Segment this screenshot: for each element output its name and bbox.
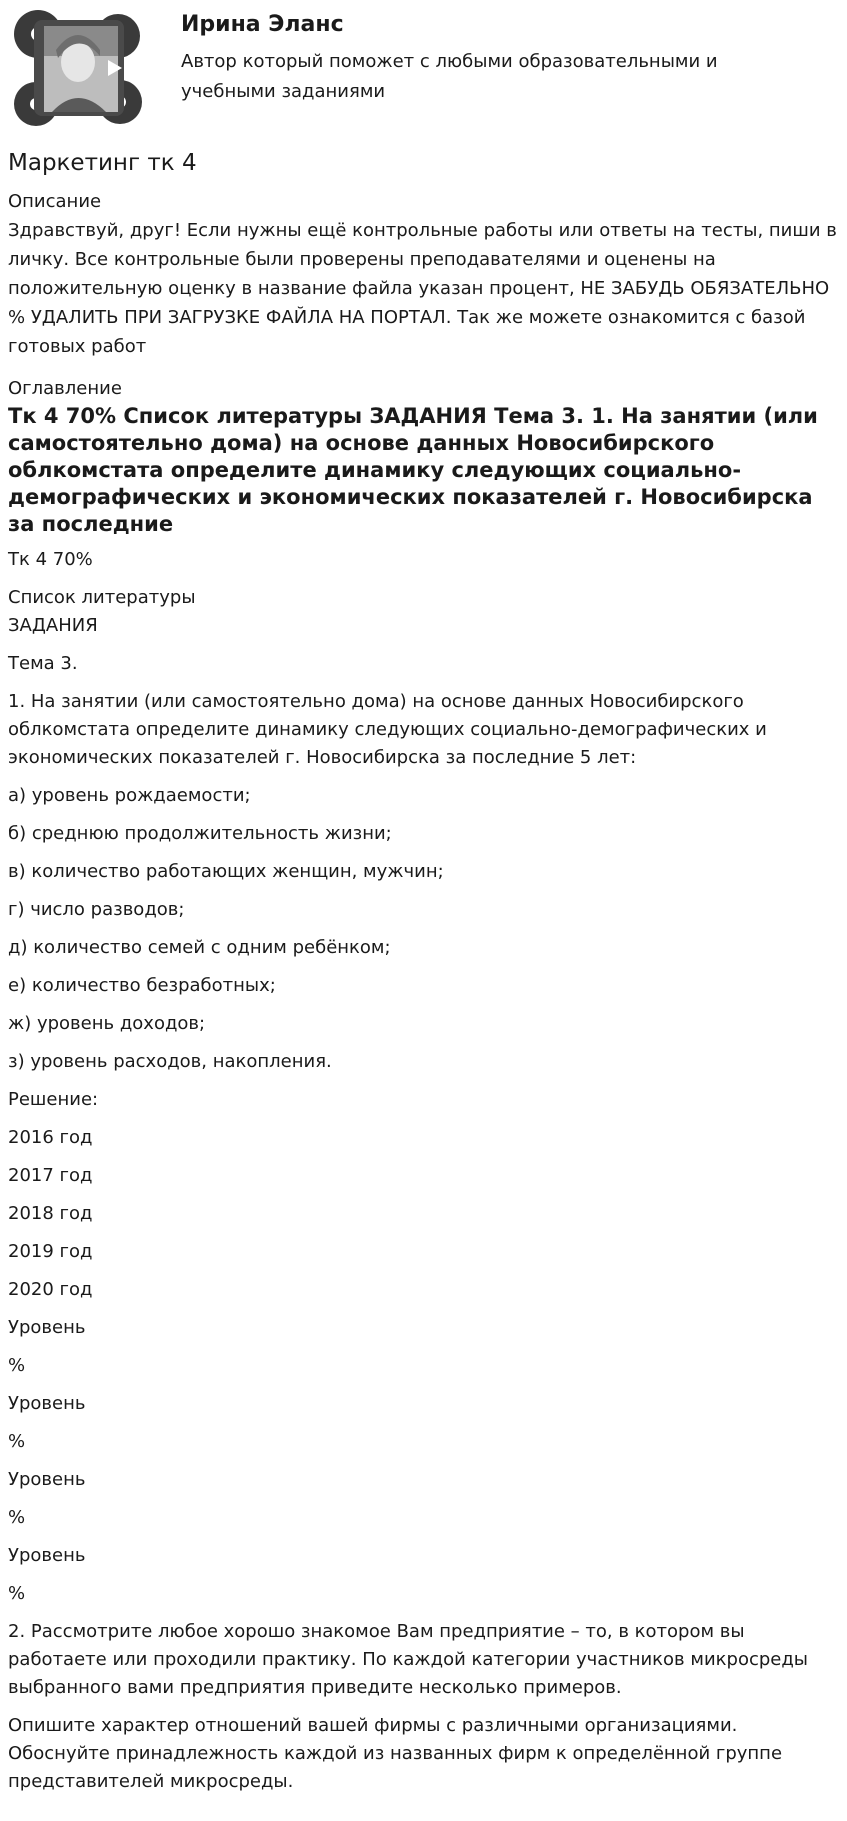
author-bio: Автор который поможет с любыми образовательными и учебными заданиями <box>181 51 718 102</box>
list-item: з) уровень расходов, накопления. <box>8 1051 332 1072</box>
percent-row: % <box>8 1431 26 1452</box>
list-item: а) уровень рождаемости; <box>8 785 251 806</box>
description-label: Описание <box>8 191 102 212</box>
level-row: Уровень <box>8 1393 86 1414</box>
document-title: Маркетинг тк 4 <box>8 150 197 176</box>
author-name[interactable]: Ирина Эланс <box>181 12 344 37</box>
description-text: Здравствуй, друг! Если нужны ещё контрольные работы или ответы на тесты, пиши в личку. Все контрольные были проверены преподавателями и оценены на положительную оценку в название файла указан процент, НЕ ЗАБУДЬ ОБЯЗАТЕЛЬНО % УДАЛИТЬ ПРИ ЗАГРУЗКЕ ФАЙЛА НА ПОРТАЛ. Так же можете ознакомится с базой готовых работ <box>8 220 837 357</box>
list-item: г) число разводов; <box>8 899 185 920</box>
body-paragraph: Список литературы <box>8 587 196 608</box>
body-paragraph: 1. На занятии (или самостоятельно дома) на основе данных Новосибирского облкомстата определите динамику следующих социально-демографических и экономических показателей г. Новосибирска за последние 5 лет: <box>8 691 767 768</box>
year-row: 2016 год <box>8 1127 93 1148</box>
year-row: 2020 год <box>8 1279 93 1300</box>
level-row: Уровень <box>8 1317 86 1338</box>
list-item: в) количество работающих женщин, мужчин; <box>8 861 444 882</box>
author-header <box>0 0 847 140</box>
body-paragraph: Тема 3. <box>8 653 78 674</box>
document-content <box>0 146 847 1796</box>
author-avatar[interactable] <box>8 6 148 128</box>
body-paragraph: Опишите характер отношений вашей фирмы с различными организациями. Обоснуйте принадлежность каждой из названных фирм к определённой группе представителей микросреды. <box>8 1715 783 1792</box>
list-item: б) среднюю продолжительность жизни; <box>8 823 392 844</box>
toc-label: Оглавление <box>8 378 122 399</box>
year-row: 2017 год <box>8 1165 93 1186</box>
percent-row: % <box>8 1355 26 1376</box>
body-paragraph: 2. Рассмотрите любое хорошо знакомое Вам предприятие – то, в котором вы работаете или проходили практику. По каждой категории участников микросреды выбранного вами предприятия приведите несколько примеров. <box>8 1621 809 1698</box>
list-item: е) количество безработных; <box>8 975 276 996</box>
body-paragraph: Решение: <box>8 1089 99 1110</box>
toc-heading: Тк 4 70% Список литературы ЗАДАНИЯ Тема 3. 1. На занятии (или самостоятельно дома) на основе данных Новосибирского облкомстата определите динамику следующих социально-демографических и экономических показателей г. Новосибирска за последние <box>8 404 818 536</box>
year-row: 2018 год <box>8 1203 93 1224</box>
percent-row: % <box>8 1583 26 1604</box>
level-row: Уровень <box>8 1545 86 1566</box>
level-row: Уровень <box>8 1469 86 1490</box>
body-paragraph: Тк 4 70% <box>8 549 93 570</box>
year-row: 2019 год <box>8 1241 93 1262</box>
list-item: д) количество семей с одним ребёнком; <box>8 937 391 958</box>
percent-row: % <box>8 1507 26 1528</box>
list-item: ж) уровень доходов; <box>8 1013 206 1034</box>
body-paragraph: ЗАДАНИЯ <box>8 615 98 636</box>
